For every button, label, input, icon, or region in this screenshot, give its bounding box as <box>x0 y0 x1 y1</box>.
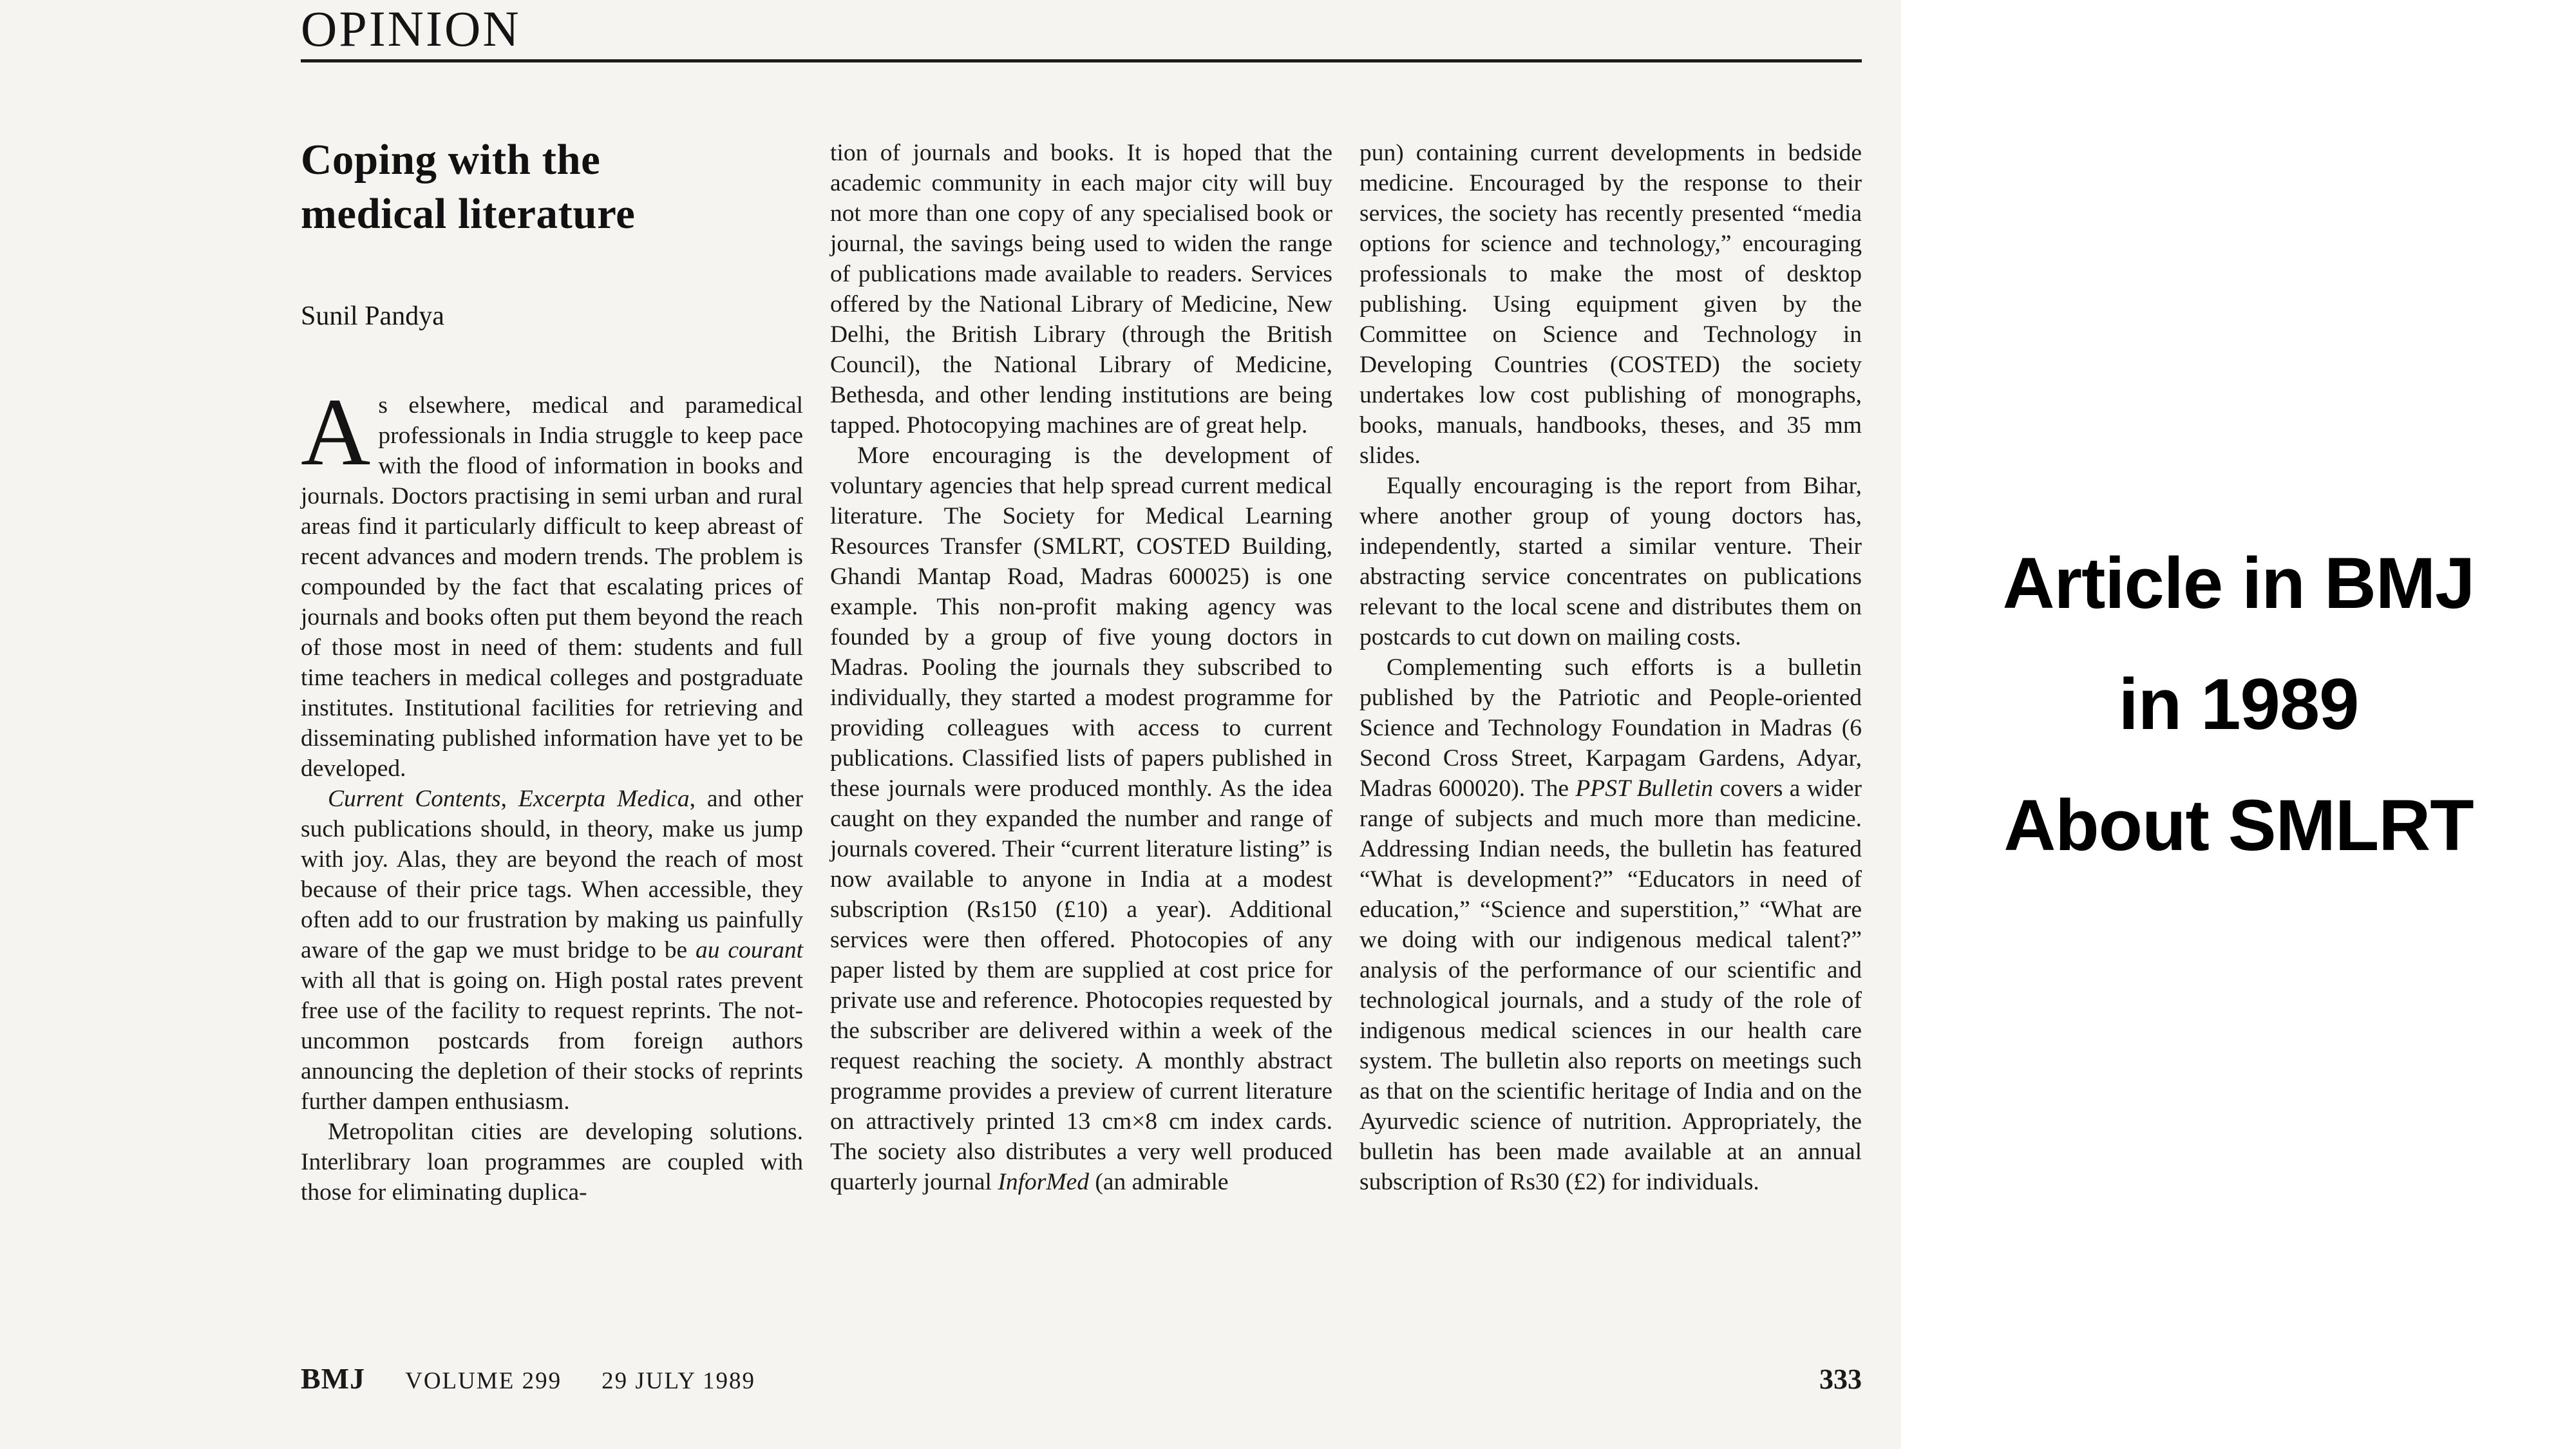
body-text: with all that is going on. High postal rates prevent free use of the facility to request reprints. The not-uncommon postcards from foreign authors announcing the depletion of their stocks of reprints further dampen enthusiasm. <box>301 967 803 1115</box>
section-label: OPINION <box>301 1 521 57</box>
article-author: Sunil Pandya <box>301 301 444 331</box>
article-title-line: medical literature <box>301 190 636 238</box>
italic-text: Excerpta Medica <box>518 786 690 812</box>
paragraph <box>1359 471 1862 652</box>
paragraph <box>301 379 803 784</box>
paragraph <box>830 440 1332 1197</box>
page-number: 333 <box>1819 1363 1862 1395</box>
body-text: tion of journals and books. It is hoped that the academic community in each major city will buy not more than one copy of any specialised book or journal, the savings being used to widen the range of publications made available to readers. Services offered by the National Library of Medicine, New Delhi, the British Library (through the British Council), the National Library of Medicine, Bethesda, and other lending institutions are being tapped. Photocopying machines are of great help. <box>830 140 1332 439</box>
body-text: More encouraging is the development of voluntary agencies that help spread current medical literature. The Society for Medical Learning Resources Transfer (SMLRT, COSTED Building, Ghandi Mantap Road, Madras 600025) is one example. This non-profit making agency was founded by a group of five young doctors in Madras. Pooling the journals they subscribed to individually, they started a modest programme for providing colleagues with access to current publications. Classified lists of papers published in these journals were produced monthly. As the idea caught on they expanded the number and range of journals covered. Their “current literature listing” is now available to anyone in India at a modest subscription (Rs150 (£10) a year). Additional services were then offered. Photocopies of any paper listed by them are supplied at cost price for private use and reference. Photocopies requested by the subscriber are delivered within a week of the request reaching the society. A monthly abstract programme provides a preview of current literature on attractively printed 13 cm×8 cm index cards. The society also distributes a very well produced quarterly journal <box>830 442 1332 1195</box>
volume-label: VOLUME 299 <box>405 1368 562 1394</box>
annotation-line: About SMLRT <box>2003 785 2474 866</box>
italic-text: PPST Bulletin <box>1575 775 1714 802</box>
paragraph <box>1359 138 1862 471</box>
body-text: covers a wider range of subjects and much more than medicine. Addressing Indian needs, the bulletin has featured “What is development?” “Educators in need of education,” “Science and superstition,” “What are we doing with our indigenous medical talent?” analysis of the performance of our scientific and technological journals, and a study of the role of indigenous medical sciences in our health care system. The bulletin also reports on meetings such as that on the scientific heritage of India and on the Ayurvedic science of nutrition. Appropriately, the bulletin has been made available at an annual subscription of Rs30 (£2) for individuals. <box>1359 775 1862 1195</box>
column-text-1 <box>301 379 803 1208</box>
annotation <box>1901 523 2576 886</box>
section-rule <box>301 59 1862 62</box>
body-text: pun) containing current developments in bedside medicine. Encouraged by the response to their services, the society has recently presented “media options for science and technology,” encouraging professionals to make the most of desktop publishing. Using equipment given by the Committee on Science and Technology in Developing Countries (COSTED) the society undertakes low cost publishing of monographs, books, manuals, handbooks, theses, and 35 mm slides. <box>1359 140 1862 469</box>
body-text: (an admirable <box>1088 1169 1229 1195</box>
body-text: , and other such publications should, in theory, make us jump with joy. Alas, they are beyond the reach of most because of their price tags. When accessible, they often add to our frustration by making us painfully aware of the gap we must bridge to be <box>301 786 803 963</box>
article-column-3 <box>1359 129 1862 1208</box>
italic-text: au courant <box>696 937 803 963</box>
annotation-line: Article in BMJ <box>2002 543 2475 623</box>
column-text-2 <box>830 129 1332 1197</box>
article-body <box>301 129 1862 1208</box>
paragraph <box>1359 652 1862 1197</box>
column-text-3 <box>1359 129 1862 1197</box>
italic-text: InforMed <box>998 1169 1089 1195</box>
body-text: Metropolitan cities are developing solutions. Interlibrary loan programmes are coupled with those for eliminating duplica- <box>301 1119 803 1206</box>
body-text: s elsewhere, medical and paramedical professionals in India struggle to keep pace with the flood of information in books and journals. Doctors practising in semi urban and rural areas find it particularly difficult to keep abreast of recent advances and modern trends. The problem is compounded by the fact that escalating prices of journals and books often put them beyond the reach of those most in need of them: students and full time teachers in medical colleges and postgraduate institutes. Institutional facilities for retrieving and disseminating published information have yet to be developed. <box>301 392 803 782</box>
italic-text: Current Contents <box>328 786 501 812</box>
issue-date: 29 JULY 1989 <box>601 1368 755 1394</box>
annotation-line: in 1989 <box>2118 664 2359 744</box>
body-text: , <box>500 786 518 812</box>
article-title-line: Coping with the <box>301 136 601 184</box>
article-column-1 <box>301 129 803 1208</box>
article-column-2 <box>830 129 1332 1208</box>
paragraph <box>301 784 803 1117</box>
page-footer <box>301 1361 1862 1396</box>
footer-citation <box>301 1361 755 1396</box>
journal-name: BMJ <box>301 1362 366 1395</box>
drop-cap: A <box>301 379 371 486</box>
paragraph <box>301 1117 803 1208</box>
body-text: Equally encouraging is the report from Bihar, where another group of young doctors has, independently, started a similar venture. Their abstracting service concentrates on publications relevant to the local scene and distributes them on postcards to cut down on mailing costs. <box>1359 473 1862 650</box>
body-text: Complementing such efforts is a bulletin published by the Patriotic and People-oriented Science and Technology Foundation in Madras (6 Second Cross Street, Karpagam Gardens, Adyar, Madras 600020). The <box>1359 654 1862 802</box>
paragraph <box>830 138 1332 440</box>
article-title <box>301 133 803 241</box>
